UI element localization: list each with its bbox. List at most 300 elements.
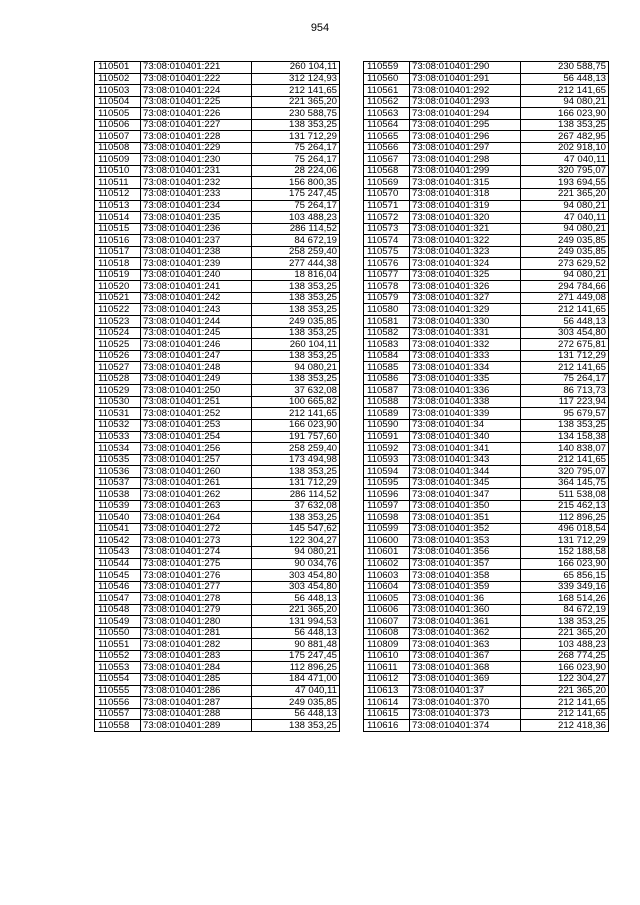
row-number-cell: 110578	[364, 281, 410, 293]
value-cell: 117 223,94	[521, 396, 609, 408]
row-number-cell: 110585	[364, 362, 410, 374]
value-cell: 286 114,52	[252, 223, 340, 235]
value-cell: 260 104,11	[252, 62, 340, 74]
cadastral-number-cell: 73:08:010401:288	[141, 708, 252, 720]
value-cell: 138 353,25	[252, 304, 340, 316]
value-cell: 212 141,65	[521, 362, 609, 374]
cadastral-number-cell: 73:08:010401:296	[410, 131, 521, 143]
table-row	[364, 466, 609, 478]
table-row	[364, 570, 609, 582]
value-cell: 212 141,65	[521, 304, 609, 316]
cadastral-number-cell: 73:08:010401:320	[410, 212, 521, 224]
value-cell: 303 454,80	[521, 327, 609, 339]
cadastral-number-cell: 73:08:010401:282	[141, 639, 252, 651]
cadastral-number-cell: 73:08:010401:246	[141, 339, 252, 351]
table-row	[95, 604, 340, 616]
row-number-cell: 110511	[95, 177, 141, 189]
table-row	[95, 546, 340, 558]
table-row	[95, 154, 340, 166]
value-cell: 496 018,54	[521, 523, 609, 535]
value-cell: 94 080,21	[521, 200, 609, 212]
value-cell: 221 365,20	[521, 189, 609, 201]
row-number-cell: 110567	[364, 154, 410, 166]
row-number-cell: 110538	[95, 489, 141, 501]
value-cell: 138 353,25	[252, 512, 340, 524]
row-number-cell: 110558	[95, 720, 141, 732]
value-cell: 212 141,65	[521, 85, 609, 97]
value-cell: 90 034,76	[252, 558, 340, 570]
row-number-cell: 110584	[364, 350, 410, 362]
table-row	[364, 604, 609, 616]
row-number-cell: 110565	[364, 131, 410, 143]
table-row	[364, 650, 609, 662]
row-number-cell: 110517	[95, 246, 141, 258]
cadastral-number-cell: 73:08:010401:225	[141, 96, 252, 108]
value-cell: 249 035,85	[521, 235, 609, 247]
table-row	[95, 235, 340, 247]
row-number-cell: 110591	[364, 431, 410, 443]
cadastral-number-cell: 73:08:010401:286	[141, 685, 252, 697]
value-cell: 56 448,13	[252, 627, 340, 639]
table-row	[364, 454, 609, 466]
cadastral-number-cell: 73:08:010401:272	[141, 523, 252, 535]
value-cell: 131 994,53	[252, 616, 340, 628]
cadastral-number-cell: 73:08:010401:250	[141, 385, 252, 397]
value-cell: 112 896,25	[252, 662, 340, 674]
value-cell: 100 665,82	[252, 396, 340, 408]
value-cell: 166 023,90	[252, 419, 340, 431]
row-number-cell: 110583	[364, 339, 410, 351]
table-row	[364, 431, 609, 443]
table-row	[95, 212, 340, 224]
table-row	[364, 281, 609, 293]
value-cell: 75 264,17	[252, 142, 340, 154]
row-number-cell: 110530	[95, 396, 141, 408]
cadastral-number-cell: 73:08:010401:324	[410, 258, 521, 270]
cadastral-number-cell: 73:08:010401:326	[410, 281, 521, 293]
value-cell: 138 353,25	[252, 292, 340, 304]
value-cell: 184 471,00	[252, 673, 340, 685]
row-number-cell: 110563	[364, 108, 410, 120]
value-cell: 122 304,27	[521, 673, 609, 685]
value-cell: 37 632,08	[252, 385, 340, 397]
table-row	[95, 73, 340, 85]
value-cell: 166 023,90	[521, 662, 609, 674]
cadastral-number-cell: 73:08:010401:369	[410, 673, 521, 685]
cadastral-number-cell: 73:08:010401:253	[141, 419, 252, 431]
table-row	[364, 500, 609, 512]
row-number-cell: 110504	[95, 96, 141, 108]
table-row	[95, 466, 340, 478]
table-row	[95, 523, 340, 535]
table-row	[364, 512, 609, 524]
table-row	[364, 350, 609, 362]
table-row	[364, 662, 609, 674]
table-row	[95, 223, 340, 235]
cadastral-number-cell: 73:08:010401:245	[141, 327, 252, 339]
value-cell: 56 448,13	[252, 593, 340, 605]
row-number-cell: 110503	[95, 85, 141, 97]
cadastral-number-cell: 73:08:010401:229	[141, 142, 252, 154]
value-cell: 140 838,07	[521, 443, 609, 455]
table-row	[95, 119, 340, 131]
table-row	[95, 662, 340, 674]
row-number-cell: 110596	[364, 489, 410, 501]
row-number-cell: 110502	[95, 73, 141, 85]
row-number-cell: 110615	[364, 708, 410, 720]
value-cell: 277 444,38	[252, 258, 340, 270]
table-row	[364, 396, 609, 408]
table-row	[95, 281, 340, 293]
cadastral-number-cell: 73:08:010401:319	[410, 200, 521, 212]
value-cell: 47 040,11	[521, 212, 609, 224]
table-row	[95, 304, 340, 316]
cadastral-number-cell: 73:08:010401:374	[410, 720, 521, 732]
table-row	[95, 327, 340, 339]
cadastral-number-cell: 73:08:010401:233	[141, 189, 252, 201]
row-number-cell: 110590	[364, 419, 410, 431]
row-number-cell: 110512	[95, 189, 141, 201]
cadastral-number-cell: 73:08:010401:222	[141, 73, 252, 85]
cadastral-number-cell: 73:08:010401:293	[410, 96, 521, 108]
table-row	[95, 177, 340, 189]
table-row	[95, 500, 340, 512]
cadastral-number-cell: 73:08:010401:357	[410, 558, 521, 570]
row-number-cell: 110505	[95, 108, 141, 120]
cadastral-number-cell: 73:08:010401:273	[141, 535, 252, 547]
cadastral-number-cell: 73:08:010401:291	[410, 73, 521, 85]
table-row	[95, 535, 340, 547]
value-cell: 268 774,25	[521, 650, 609, 662]
row-number-cell: 110513	[95, 200, 141, 212]
row-number-cell: 110571	[364, 200, 410, 212]
row-number-cell: 110588	[364, 396, 410, 408]
row-number-cell: 110527	[95, 362, 141, 374]
cadastral-number-cell: 73:08:010401:274	[141, 546, 252, 558]
value-cell: 271 449,08	[521, 292, 609, 304]
table-row	[364, 639, 609, 651]
right-table-body	[364, 62, 609, 732]
value-cell: 94 080,21	[521, 223, 609, 235]
value-cell: 191 757,60	[252, 431, 340, 443]
value-cell: 249 035,85	[252, 697, 340, 709]
table-row	[364, 212, 609, 224]
table-row	[95, 616, 340, 628]
table-row	[95, 362, 340, 374]
value-cell: 230 588,75	[521, 62, 609, 74]
value-cell: 258 259,40	[252, 246, 340, 258]
cadastral-number-cell: 73:08:010401:289	[141, 720, 252, 732]
cadastral-number-cell: 73:08:010401:361	[410, 616, 521, 628]
table-row	[95, 558, 340, 570]
cadastral-number-cell: 73:08:010401:231	[141, 165, 252, 177]
cadastral-number-cell: 73:08:010401:262	[141, 489, 252, 501]
value-cell: 212 141,65	[252, 408, 340, 420]
row-number-cell: 110603	[364, 570, 410, 582]
row-number-cell: 110587	[364, 385, 410, 397]
row-number-cell: 110593	[364, 454, 410, 466]
cadastral-number-cell: 73:08:010401:292	[410, 85, 521, 97]
cadastral-number-cell: 73:08:010401:281	[141, 627, 252, 639]
page-number: 954	[310, 22, 330, 34]
value-cell: 103 488,23	[521, 639, 609, 651]
value-cell: 134 158,38	[521, 431, 609, 443]
row-number-cell: 110528	[95, 373, 141, 385]
value-cell: 212 141,65	[521, 454, 609, 466]
row-number-cell: 110616	[364, 720, 410, 732]
row-number-cell: 110510	[95, 165, 141, 177]
table-row	[364, 73, 609, 85]
cadastral-number-cell: 73:08:010401:329	[410, 304, 521, 316]
value-cell: 138 353,25	[252, 720, 340, 732]
table-row	[95, 685, 340, 697]
value-cell: 138 353,25	[252, 466, 340, 478]
cadastral-number-cell: 73:08:010401:275	[141, 558, 252, 570]
cadastral-number-cell: 73:08:010401:295	[410, 119, 521, 131]
table-row	[364, 292, 609, 304]
table-row	[95, 85, 340, 97]
value-cell: 122 304,27	[252, 535, 340, 547]
row-number-cell: 110544	[95, 558, 141, 570]
cadastral-number-cell: 73:08:010401:277	[141, 581, 252, 593]
table-row	[364, 535, 609, 547]
cadastral-number-cell: 73:08:010401:332	[410, 339, 521, 351]
table-row	[95, 246, 340, 258]
value-cell: 221 365,20	[521, 685, 609, 697]
cadastral-number-cell: 73:08:010401:363	[410, 639, 521, 651]
cadastral-number-cell: 73:08:010401:249	[141, 373, 252, 385]
value-cell: 166 023,90	[521, 558, 609, 570]
value-cell: 320 795,07	[521, 466, 609, 478]
table-row	[364, 177, 609, 189]
cadastral-number-cell: 73:08:010401:280	[141, 616, 252, 628]
table-row	[95, 373, 340, 385]
table-row	[364, 142, 609, 154]
value-cell: 75 264,17	[521, 373, 609, 385]
cadastral-number-cell: 73:08:010401:228	[141, 131, 252, 143]
row-number-cell: 110514	[95, 212, 141, 224]
row-number-cell: 110572	[364, 212, 410, 224]
row-number-cell: 110612	[364, 673, 410, 685]
table-row	[364, 62, 609, 74]
row-number-cell: 110604	[364, 581, 410, 593]
value-cell: 138 353,25	[521, 119, 609, 131]
row-number-cell: 110509	[95, 154, 141, 166]
cadastral-number-cell: 73:08:010401:243	[141, 304, 252, 316]
value-cell: 75 264,17	[252, 200, 340, 212]
table-row	[95, 396, 340, 408]
value-cell: 303 454,80	[252, 570, 340, 582]
value-cell: 138 353,25	[521, 419, 609, 431]
cadastral-number-cell: 73:08:010401:234	[141, 200, 252, 212]
row-number-cell: 110576	[364, 258, 410, 270]
row-number-cell: 110594	[364, 466, 410, 478]
table-row	[95, 258, 340, 270]
table-row	[95, 639, 340, 651]
cadastral-number-cell: 73:08:010401:232	[141, 177, 252, 189]
value-cell: 47 040,11	[252, 685, 340, 697]
value-cell: 258 259,40	[252, 443, 340, 455]
value-cell: 94 080,21	[521, 269, 609, 281]
row-number-cell: 110548	[95, 604, 141, 616]
cadastral-number-cell: 73:08:010401:325	[410, 269, 521, 281]
row-number-cell: 110534	[95, 443, 141, 455]
cadastral-number-cell: 73:08:010401:238	[141, 246, 252, 258]
table-row	[95, 131, 340, 143]
value-cell: 138 353,25	[252, 119, 340, 131]
value-cell: 272 675,81	[521, 339, 609, 351]
value-cell: 131 712,29	[521, 535, 609, 547]
table-row	[95, 431, 340, 443]
row-number-cell: 110600	[364, 535, 410, 547]
table-row	[364, 165, 609, 177]
row-number-cell: 110532	[95, 419, 141, 431]
table-row	[364, 304, 609, 316]
row-number-cell: 110521	[95, 292, 141, 304]
table-row	[95, 316, 340, 328]
cadastral-number-cell: 73:08:010401:278	[141, 593, 252, 605]
cadastral-number-cell: 73:08:010401:336	[410, 385, 521, 397]
cadastral-number-cell: 73:08:010401:34	[410, 419, 521, 431]
table-row	[364, 443, 609, 455]
table-row	[95, 443, 340, 455]
row-number-cell: 110520	[95, 281, 141, 293]
row-number-cell: 110569	[364, 177, 410, 189]
cadastral-number-cell: 73:08:010401:285	[141, 673, 252, 685]
cadastral-number-cell: 73:08:010401:244	[141, 316, 252, 328]
table-row	[364, 373, 609, 385]
cadastral-number-cell: 73:08:010401:299	[410, 165, 521, 177]
value-cell: 138 353,25	[521, 616, 609, 628]
value-cell: 221 365,20	[521, 627, 609, 639]
row-number-cell: 110564	[364, 119, 410, 131]
cadastral-number-cell: 73:08:010401:347	[410, 489, 521, 501]
cadastral-number-cell: 73:08:010401:230	[141, 154, 252, 166]
value-cell: 138 353,25	[252, 327, 340, 339]
value-cell: 312 124,93	[252, 73, 340, 85]
row-number-cell: 110610	[364, 650, 410, 662]
cadastral-number-cell: 73:08:010401:362	[410, 627, 521, 639]
cadastral-number-cell: 73:08:010401:226	[141, 108, 252, 120]
table-row	[95, 142, 340, 154]
cadastral-number-cell: 73:08:010401:252	[141, 408, 252, 420]
row-number-cell: 110551	[95, 639, 141, 651]
value-cell: 65 856,15	[521, 570, 609, 582]
row-number-cell: 110543	[95, 546, 141, 558]
cadastral-number-cell: 73:08:010401:224	[141, 85, 252, 97]
row-number-cell: 110541	[95, 523, 141, 535]
row-number-cell: 110537	[95, 477, 141, 489]
cadastral-number-cell: 73:08:010401:373	[410, 708, 521, 720]
table-row	[364, 546, 609, 558]
table-row	[364, 200, 609, 212]
cadastral-number-cell: 73:08:010401:247	[141, 350, 252, 362]
cadastral-number-cell: 73:08:010401:322	[410, 235, 521, 247]
row-number-cell: 110579	[364, 292, 410, 304]
value-cell: 212 141,65	[521, 708, 609, 720]
cadastral-number-cell: 73:08:010401:339	[410, 408, 521, 420]
table-row	[364, 85, 609, 97]
value-cell: 212 141,65	[252, 85, 340, 97]
table-row	[364, 269, 609, 281]
value-cell: 138 353,25	[252, 350, 340, 362]
table-row	[364, 685, 609, 697]
cadastral-number-cell: 73:08:010401:340	[410, 431, 521, 443]
row-number-cell: 110501	[95, 62, 141, 74]
row-number-cell: 110595	[364, 477, 410, 489]
table-row	[364, 131, 609, 143]
cadastral-number-cell: 73:08:010401:358	[410, 570, 521, 582]
row-number-cell: 110531	[95, 408, 141, 420]
table-row	[95, 62, 340, 74]
row-number-cell: 110581	[364, 316, 410, 328]
table-row	[95, 650, 340, 662]
cadastral-number-cell: 73:08:010401:284	[141, 662, 252, 674]
table-row	[364, 708, 609, 720]
row-number-cell: 110589	[364, 408, 410, 420]
table-row	[364, 720, 609, 732]
value-cell: 339 349,16	[521, 581, 609, 593]
row-number-cell: 110542	[95, 535, 141, 547]
row-number-cell: 110506	[95, 119, 141, 131]
row-number-cell: 110570	[364, 189, 410, 201]
row-number-cell: 110562	[364, 96, 410, 108]
row-number-cell: 110580	[364, 304, 410, 316]
cadastral-number-cell: 73:08:010401:345	[410, 477, 521, 489]
row-number-cell: 110556	[95, 697, 141, 709]
table-row	[95, 385, 340, 397]
row-number-cell: 110553	[95, 662, 141, 674]
cadastral-number-cell: 73:08:010401:264	[141, 512, 252, 524]
table-row	[95, 673, 340, 685]
cadastral-number-cell: 73:08:010401:256	[141, 443, 252, 455]
row-number-cell: 110608	[364, 627, 410, 639]
row-number-cell: 110586	[364, 373, 410, 385]
row-number-cell: 110602	[364, 558, 410, 570]
value-cell: 511 538,08	[521, 489, 609, 501]
row-number-cell: 110515	[95, 223, 141, 235]
table-row	[364, 581, 609, 593]
value-cell: 286 114,52	[252, 489, 340, 501]
cadastral-number-cell: 73:08:010401:276	[141, 570, 252, 582]
row-number-cell: 110607	[364, 616, 410, 628]
value-cell: 294 784,66	[521, 281, 609, 293]
row-number-cell: 110547	[95, 593, 141, 605]
row-number-cell: 110560	[364, 73, 410, 85]
row-number-cell: 110516	[95, 235, 141, 247]
table-row	[95, 489, 340, 501]
table-row	[364, 408, 609, 420]
value-cell: 166 023,90	[521, 108, 609, 120]
table-row	[95, 697, 340, 709]
cadastral-number-cell: 73:08:010401:350	[410, 500, 521, 512]
value-cell: 267 482,95	[521, 131, 609, 143]
table-row	[95, 269, 340, 281]
cadastral-number-cell: 73:08:010401:227	[141, 119, 252, 131]
cadastral-number-cell: 73:08:010401:254	[141, 431, 252, 443]
cadastral-number-cell: 73:08:010401:290	[410, 62, 521, 74]
row-number-cell: 110507	[95, 131, 141, 143]
row-number-cell: 110523	[95, 316, 141, 328]
table-row	[95, 720, 340, 732]
row-number-cell: 110536	[95, 466, 141, 478]
cadastral-number-cell: 73:08:010401:36	[410, 593, 521, 605]
row-number-cell: 110599	[364, 523, 410, 535]
cadastral-number-cell: 73:08:010401:330	[410, 316, 521, 328]
value-cell: 86 713,73	[521, 385, 609, 397]
value-cell: 156 800,35	[252, 177, 340, 189]
cadastral-number-cell: 73:08:010401:298	[410, 154, 521, 166]
